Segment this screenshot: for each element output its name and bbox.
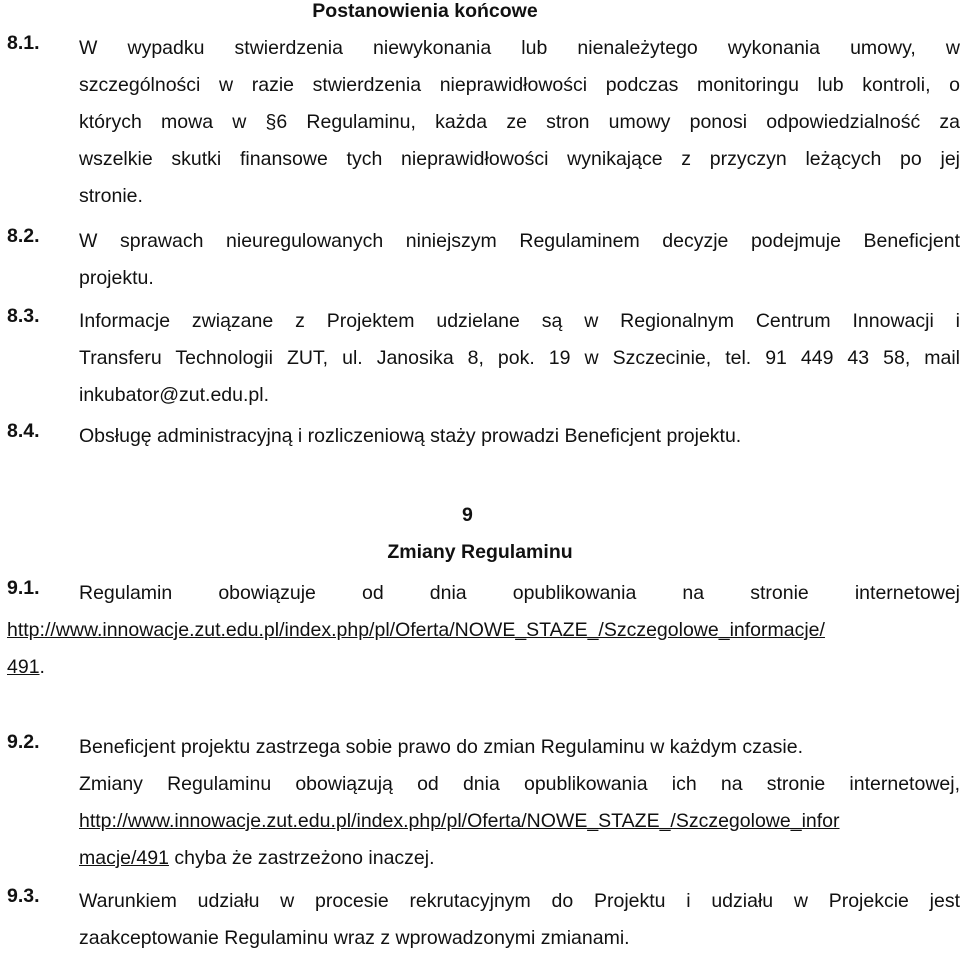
regulation-link[interactable]: http://www.innowacje.zut.edu.pl/index.php/pl/Oferta/NOWE_STAZE_/Szczegolowe_informacje/ — [7, 619, 825, 641]
clause-9-1-link-line-2 — [7, 649, 960, 686]
clause-line: Informacje związane z Projektem udzielane są w Regionalnym Centrum Innowacji i — [79, 310, 960, 332]
clause-number: 8.2. — [7, 225, 40, 247]
clause-line: stronie. — [79, 185, 143, 207]
clause-number: 8.3. — [7, 305, 40, 327]
clause-line: wszelkie skutki finansowe tych nieprawidłowości wynikające z przyczyn leżących po jej — [79, 148, 960, 170]
clause-number: 9.2. — [7, 731, 40, 753]
regulation-link-continuation[interactable]: 491 — [7, 656, 40, 678]
clause-number: 8.4. — [7, 420, 40, 442]
section-title: Zmiany Regulaminu — [387, 541, 573, 563]
clause-text: chyba że zastrzeżono inaczej. — [168, 847, 435, 869]
clause-number: 9.3. — [7, 885, 40, 907]
clause-line: których mowa w §6 Regulaminu, każda ze stron umowy ponosi odpowiedzialność za — [79, 111, 960, 133]
clause-line: Regulamin obowiązuje od dnia opublikowania na stronie internetowej — [79, 582, 960, 604]
clause-line: W sprawach nieuregulowanych niniejszym Regulaminem decyzje podejmuje Beneficjent — [79, 230, 960, 252]
clause-line: Transferu Technologii ZUT, ul. Janosika 8, pok. 19 w Szczecinie, tel. 91 449 43 58, mail — [79, 347, 960, 369]
clause-line: Beneficjent projektu zastrzega sobie prawo do zmian Regulaminu w każdym czasie. — [79, 736, 804, 758]
regulation-link[interactable]: http://www.innowacje.zut.edu.pl/index.php/pl/Oferta/NOWE_STAZE_/Szczegolowe_infor — [79, 810, 840, 832]
clause-number: 9.1. — [7, 577, 40, 599]
section-number: 9 — [462, 504, 473, 526]
clause-line: zaakceptowanie Regulaminu wraz z wprowadzonymi zmianami. — [79, 927, 630, 949]
clause-9-1-link-line — [7, 612, 960, 649]
clause-text: . — [39, 656, 45, 678]
clause-line: Warunkiem udziału w procesie rekrutacyjnym do Projektu i udziału w Projekcie jest — [79, 890, 960, 912]
clause-line: projektu. — [79, 267, 154, 289]
clause-line: Obsługę administracyjną i rozliczeniową staży prowadzi Beneficjent projektu. — [79, 425, 742, 447]
clause-link-line — [79, 803, 960, 840]
clause-line: W wypadku stwierdzenia niewykonania lub nienależytego wykonania umowy, w — [79, 37, 960, 59]
regulation-link-continuation[interactable]: macje/491 — [79, 847, 169, 869]
clause-line: inkubator@zut.edu.pl. — [79, 384, 269, 406]
clause-line: Zmiany Regulaminu obowiązują od dnia opublikowania ich na stronie internetowej, — [79, 773, 960, 795]
clause-number: 8.1. — [7, 32, 40, 54]
section-heading: Postanowienia końcowe — [312, 0, 538, 22]
clause-link-line — [79, 840, 960, 877]
clause-line: szczególności w razie stwierdzenia nieprawidłowości podczas monitoringu lub kontroli, o — [79, 74, 960, 96]
